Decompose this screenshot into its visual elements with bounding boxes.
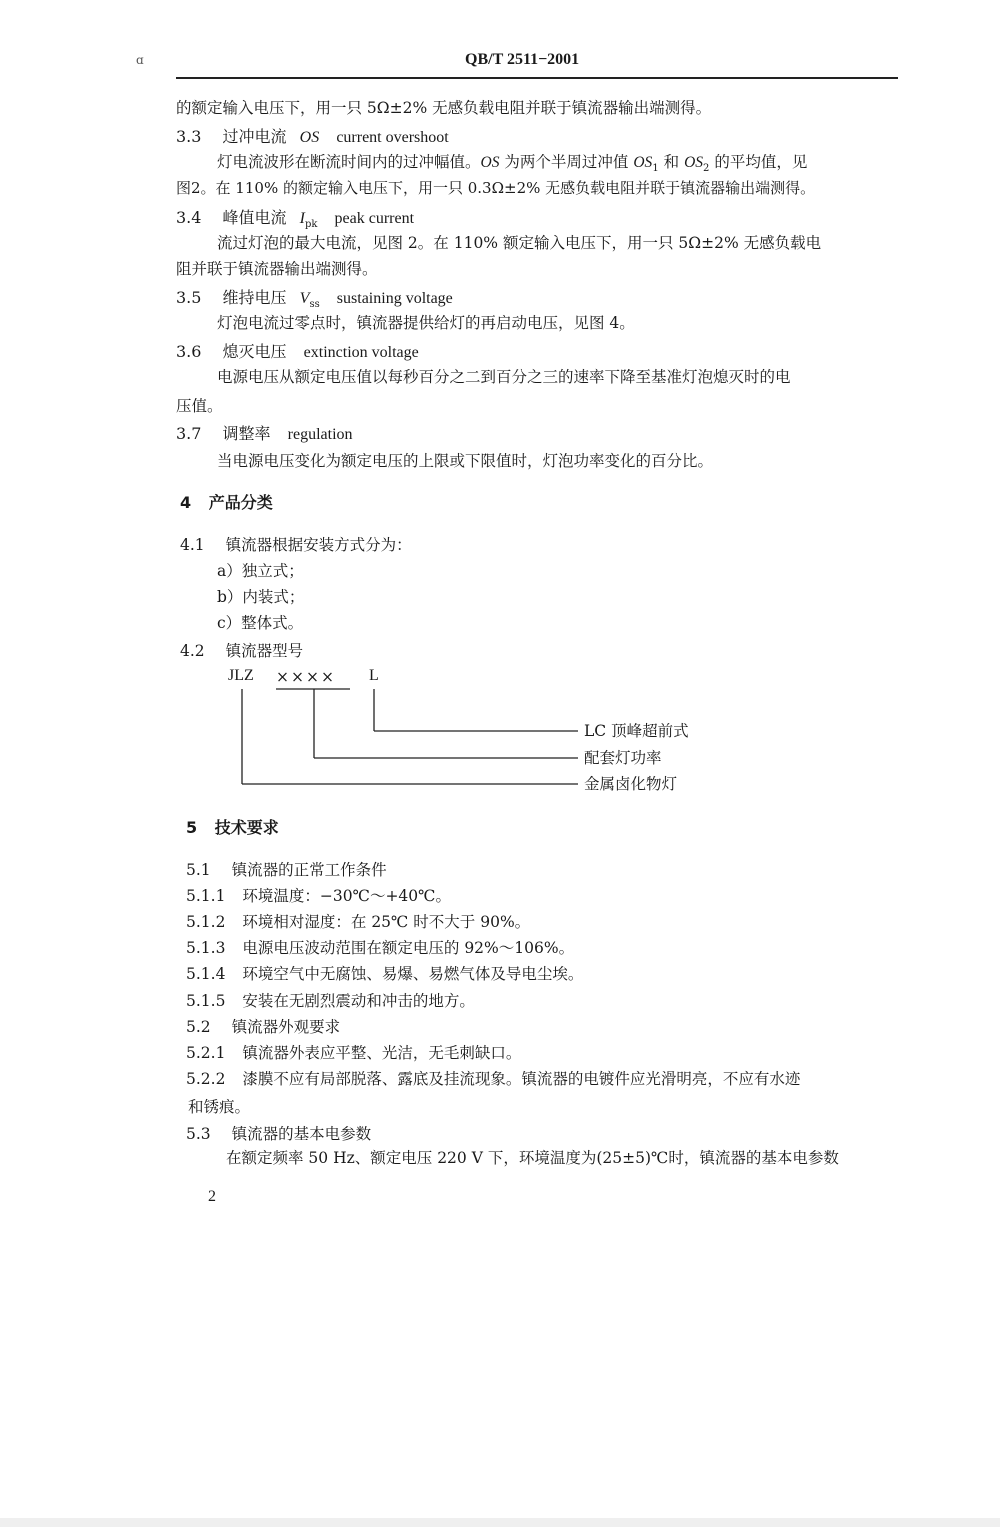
- section-heading-5-3: [186, 1124, 371, 1144]
- section-title: 镇流器型号: [225, 642, 304, 660]
- section-number: 4.1: [180, 536, 205, 554]
- subscript: 2: [703, 163, 710, 175]
- scan-bottom-edge: [0, 1518, 1000, 1527]
- page-number: 2: [208, 1188, 216, 1205]
- model-label-type: LC 顶峰超前式: [584, 722, 689, 740]
- list-item: a）独立式；: [217, 562, 304, 580]
- paragraph-line: 的额定输入电压下，用一只 5Ω±2% 无感负载电阻并联于镇流器输出端测得。: [176, 99, 712, 117]
- clause-text: 安装在无剧烈震动和冲击的地方。: [242, 992, 475, 1010]
- model-label-lamp: 金属卤化物灯: [584, 775, 678, 793]
- section-title: 镇流器的正常工作条件: [231, 861, 387, 879]
- section-heading-5-1: [186, 860, 387, 880]
- section-title: 熄灭电压: [222, 342, 287, 361]
- clause-5-2-2: [186, 1069, 800, 1089]
- symbol: OS: [480, 154, 500, 171]
- subscript: ss: [309, 299, 320, 311]
- text: 为两个半周过冲值: [504, 153, 629, 171]
- section-title: 镇流器的基本电参数: [231, 1125, 372, 1143]
- paragraph-line: 灯泡电流过零点时，镇流器提供给灯的再启动电压，见图 4。: [217, 314, 635, 332]
- list-item: b）内装式；: [217, 588, 305, 606]
- english-term: sustaining voltage: [336, 290, 453, 307]
- paragraph-line: 在额定频率 50 Hz、额定电压 220 V 下，环境温度为(25±5)℃时，镇流器的基本电参数: [226, 1149, 839, 1167]
- clause-5-1-3: [186, 938, 574, 958]
- paragraph-line: 阻并联于镇流器输出端测得。: [176, 260, 378, 278]
- model-prefix: JLZ: [228, 667, 254, 684]
- paragraph-line: 压值。: [176, 397, 223, 415]
- symbol: OS: [684, 154, 704, 171]
- clause-text: 电源电压波动范围在额定电压的 92%～106%。: [242, 939, 575, 957]
- symbol: V: [299, 290, 310, 307]
- model-digits: ××××: [276, 668, 336, 686]
- chapter-title: 技术要求: [214, 818, 279, 837]
- paragraph-line: 和锈痕。: [188, 1098, 251, 1116]
- symbol: OS: [299, 129, 320, 146]
- symbol: I: [299, 210, 305, 227]
- clause-number: 5.1.2: [186, 913, 226, 931]
- english-term: extinction voltage: [303, 344, 419, 361]
- subscript: pk: [304, 219, 318, 231]
- symbol: OS: [633, 154, 653, 171]
- paragraph-line: 流过灯泡的最大电流，见图 2。在 110% 额定输入电压下，用一只 5Ω±2% 无感负载电: [217, 234, 822, 252]
- clause-5-1-4: [186, 964, 583, 984]
- clause-5-1-5: [186, 991, 475, 1011]
- clause-number: 5.1.3: [186, 939, 226, 957]
- section-number: 3.3: [176, 127, 202, 146]
- section-number: 5.2: [186, 1018, 211, 1036]
- clause-5-1-2: [186, 912, 530, 932]
- english-term: regulation: [287, 426, 353, 443]
- section-number: 3.5: [176, 288, 202, 307]
- section-title: 峰值电流: [222, 208, 287, 227]
- chapter-number: 5: [186, 818, 198, 837]
- section-heading-5-2: [186, 1017, 340, 1037]
- text: 灯电流波形在断流时间内的过冲幅值。: [217, 153, 481, 171]
- clause-number: 5.2.2: [186, 1070, 226, 1088]
- clause-number: 5.1.1: [186, 887, 226, 905]
- section-number: 3.7: [176, 424, 202, 443]
- subscript: 1: [652, 163, 659, 175]
- chapter-title: 产品分类: [208, 493, 273, 512]
- corner-mark: ɑ: [136, 53, 144, 67]
- clause-text: 漆膜不应有局部脱落、露底及挂流现象。镇流器的电镀件应光滑明亮，不应有水迹: [242, 1070, 801, 1088]
- clause-number: 5.2.1: [186, 1044, 226, 1062]
- section-number: 5.3: [186, 1125, 211, 1143]
- clause-5-2-1: [186, 1043, 521, 1063]
- standard-code: QB/T 2511−2001: [465, 51, 580, 68]
- text: 的平均值，见: [714, 153, 808, 171]
- section-number: 3.4: [176, 208, 202, 227]
- chapter-number: 4: [180, 493, 192, 512]
- section-title: 镇流器外观要求: [231, 1018, 341, 1036]
- paragraph-line: 图2。在 110% 的额定输入电压下，用一只 0.3Ω±2% 无感负载电阻并联于镇流器输出端测得。: [176, 179, 816, 197]
- section-title: 过冲电流: [222, 127, 287, 146]
- english-term: peak current: [334, 210, 415, 227]
- clause-5-1-1: [186, 886, 451, 906]
- model-label-power: 配套灯功率: [584, 749, 662, 767]
- text: 和: [663, 153, 680, 171]
- clause-number: 5.1.4: [186, 965, 226, 983]
- clause-text: 环境空气中无腐蚀、易爆、易燃气体及导电尘埃。: [242, 965, 584, 983]
- section-number: 5.1: [186, 861, 211, 879]
- section-title: 维持电压: [222, 288, 287, 307]
- chapter-heading-5: [186, 818, 279, 838]
- clause-number: 5.1.5: [186, 992, 226, 1010]
- section-title: 镇流器根据安装方式分为：: [225, 536, 412, 554]
- paragraph-line: 电源电压从额定电压值以每秒百分之二到百分之三的速率下降至基准灯泡熄灭时的电: [217, 368, 791, 386]
- clause-text: 环境相对湿度：在 25℃ 时不大于 90%。: [242, 913, 531, 931]
- section-number: 3.6: [176, 342, 202, 361]
- list-item: c）整体式。: [217, 614, 304, 632]
- english-term: current overshoot: [336, 129, 449, 146]
- section-number: 4.2: [180, 642, 205, 660]
- section-title: 调整率: [222, 424, 271, 443]
- paragraph-line: 当电源电压变化为额定电压的上限或下限值时，灯泡功率变化的百分比。: [217, 452, 714, 470]
- clause-text: 环境温度：−30℃～+40℃。: [242, 887, 451, 905]
- clause-text: 镇流器外表应平整、光洁，无毛刺缺口。: [242, 1044, 522, 1062]
- model-suffix: L: [369, 667, 379, 684]
